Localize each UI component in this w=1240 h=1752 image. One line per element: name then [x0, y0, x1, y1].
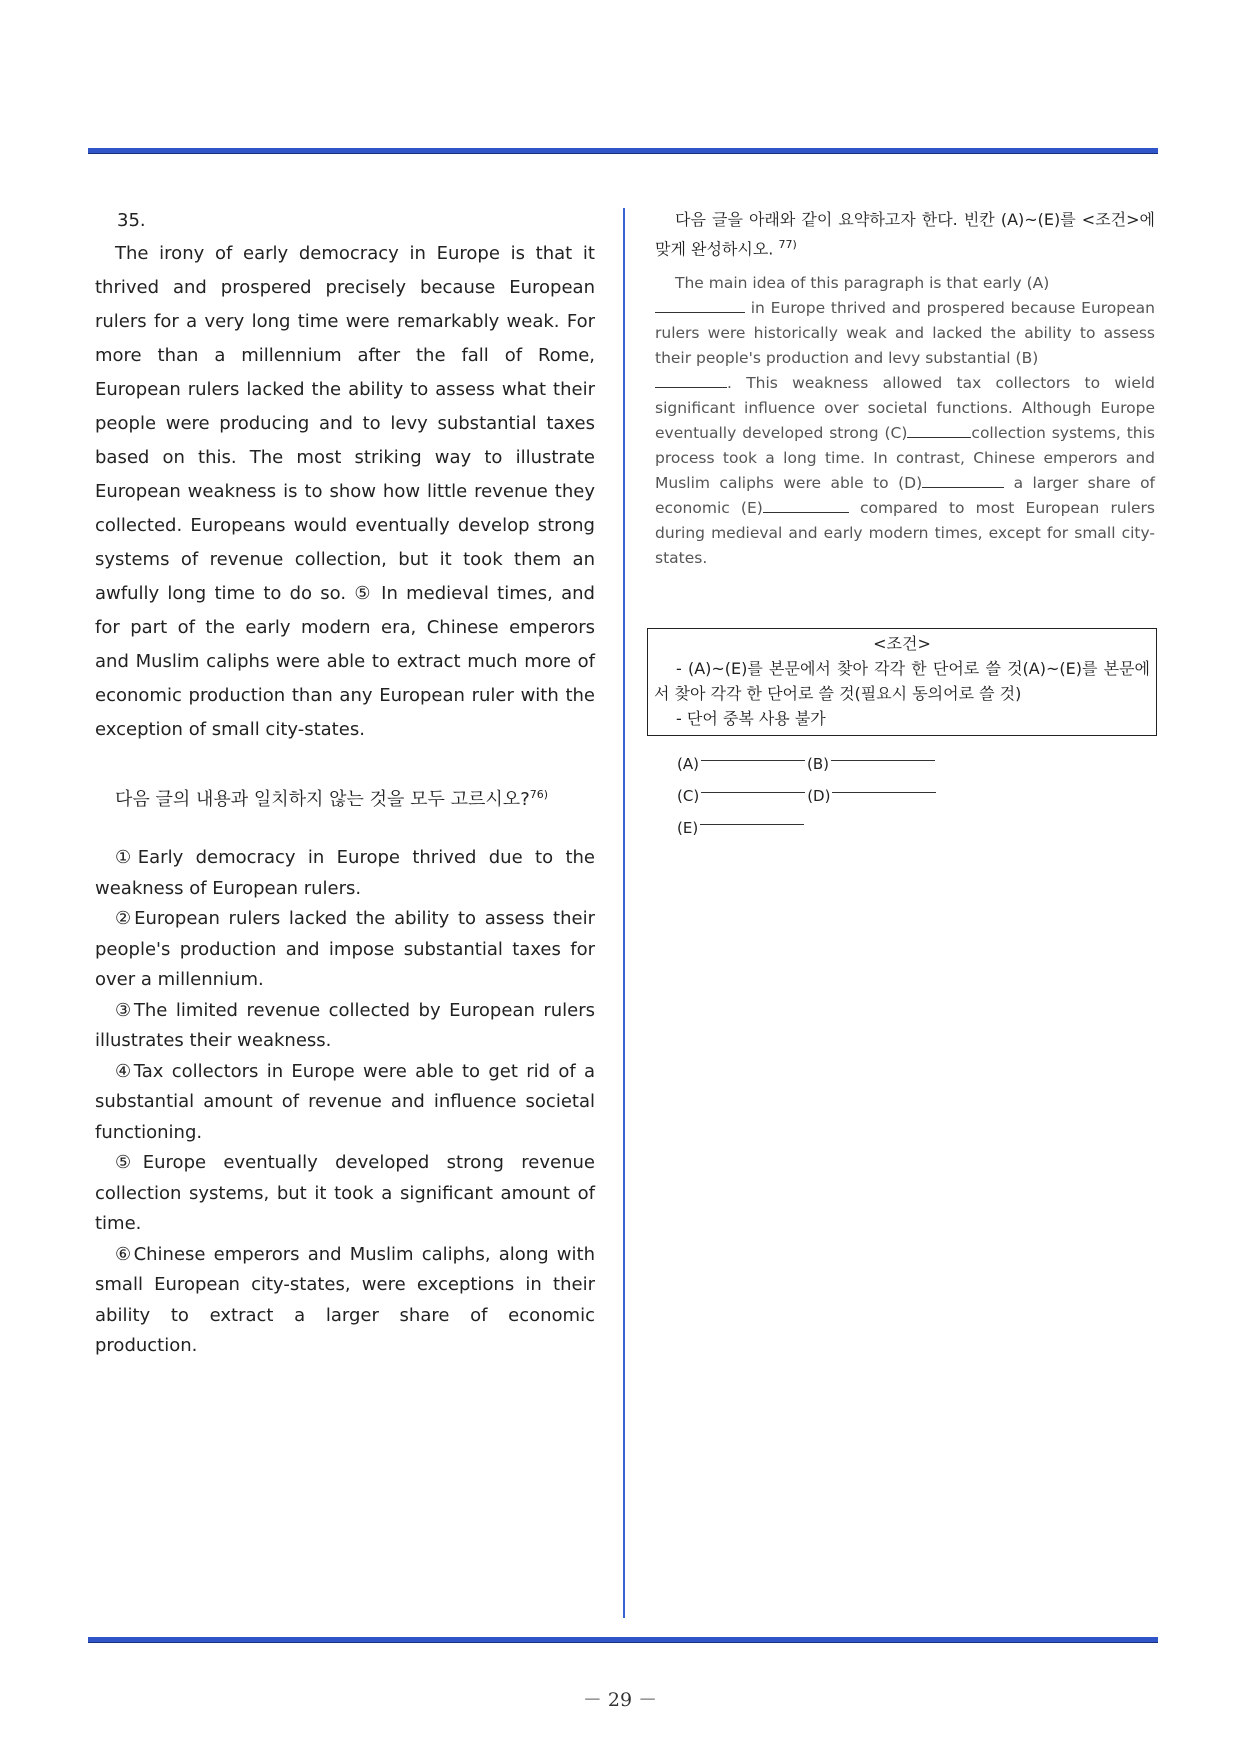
blank-d[interactable] [922, 473, 1004, 488]
passage [95, 237, 595, 747]
answer-blank-d[interactable] [832, 780, 936, 793]
circled-number-5: ⑤ [354, 583, 373, 604]
passage-text-2: In medieval times, and for part of the early modern era, Chinese emperors and Muslim caliphs were able to extract much more of economic production than any European ruler with the exception of small city-states. [95, 583, 595, 740]
header-rule [88, 148, 1158, 154]
passage-text-1: The irony of early democracy in Europe is that it thrived and prospered precisely because European rulers for a very long time were remarkably weak. For more than a millennium after the fall of Rome, European rulers lacked the ability to assess what their people were producing and to levy substantial taxes based on this. The most striking way to illustrate European weakness is to show how little revenue they collected. Europeans would eventually develop strong systems of revenue collection, but it took them an awfully long time to do so. [95, 243, 595, 604]
answer-blank-c[interactable] [701, 780, 805, 793]
summary-paragraph [655, 271, 1155, 571]
answer-row-cd [677, 780, 938, 812]
choice-list [95, 843, 595, 1362]
summary-part-3: . This weakness allowed tax collectors to wield significant influence over societal functions. Although Europe eventually developed strong (C) [655, 374, 1155, 443]
answer-label-b: (B) [806, 755, 829, 773]
answer-blanks [677, 748, 938, 844]
question-76 [95, 781, 595, 813]
footnote-76: 76) [529, 788, 549, 801]
question-number: 35. [117, 210, 146, 231]
condition-2: - 단어 중복 사용 불가 [676, 709, 826, 728]
choice-5: ⑤Europe eventually developed strong revenue collection systems, but it took a significant amount of time. [95, 1152, 595, 1234]
question-76-prompt: 다음 글의 내용과 일치하지 않는 것을 모두 고르시오? [115, 789, 530, 810]
answer-label-c: (C) [677, 787, 700, 805]
answer-label-a: (A) [677, 755, 699, 773]
blank-c[interactable] [907, 423, 971, 438]
choice-3: ③The limited revenue collected by European rulers illustrates their weakness. [95, 999, 595, 1051]
question-77 [655, 207, 1155, 261]
blank-b[interactable] [655, 373, 727, 388]
summary-part-4: collection systems, this process took a long time. In contrast, Chinese emperors and Muslim caliphs were able to (D) [655, 424, 1155, 493]
page-number: － 29 － [582, 1689, 658, 1711]
blank-e[interactable] [763, 498, 849, 513]
question-77-prompt: 다음 글을 아래와 같이 요약하고자 한다. 빈칸 (A)~(E)를 <조건>에 맞게 완성하시오. [655, 210, 1155, 259]
answer-row-ab [677, 748, 938, 780]
answer-blank-a[interactable] [701, 748, 805, 761]
answer-label-d: (D) [807, 787, 831, 805]
answer-blank-b[interactable] [831, 748, 935, 761]
right-column [655, 207, 1155, 571]
footnote-77: 77) [778, 238, 797, 251]
choice-1: ①Early democracy in Europe thrived due to the weakness of European rulers. [95, 847, 595, 899]
summary-part-5: a larger share of economic (E) [655, 474, 1156, 518]
footer-rule [88, 1637, 1158, 1643]
conditions-box [647, 628, 1157, 736]
conditions-title: <조건> [873, 634, 931, 653]
choice-6: ⑥Chinese emperors and Muslim caliphs, along with small European city-states, were exceptions in their ability to extract a larger share of economic production. [95, 1243, 595, 1356]
choice-2: ②European rulers lacked the ability to assess their people's production and impose substantial taxes for over a millennium. [95, 908, 595, 990]
answer-row-e [677, 812, 938, 844]
column-divider [623, 208, 625, 1618]
blank-a[interactable] [655, 298, 745, 313]
summary-part-6: compared to most European rulers during medieval and early modern times, except for small city-states. [655, 499, 1155, 568]
summary-part-2: in Europe thrived and prospered because European rulers were historically weak and lacked the ability to assess their people's production and levy substantial (B) [655, 299, 1155, 368]
condition-1: - (A)~(E)를 본문에서 찾아 각각 한 단어로 쓸 것(A)~(E)를 본문에서 찾아 각각 한 단어로 쓸 것(필요시 동의어로 쓸 것) [654, 659, 1150, 703]
left-column [95, 205, 595, 1362]
choice-4: ④Tax collectors in Europe were able to get rid of a substantial amount of revenue and influence societal functioning. [95, 1060, 595, 1143]
answer-blank-e[interactable] [700, 812, 804, 825]
summary-part-1: The main idea of this paragraph is that early (A) [675, 274, 1050, 293]
answer-label-e: (E) [677, 819, 699, 837]
